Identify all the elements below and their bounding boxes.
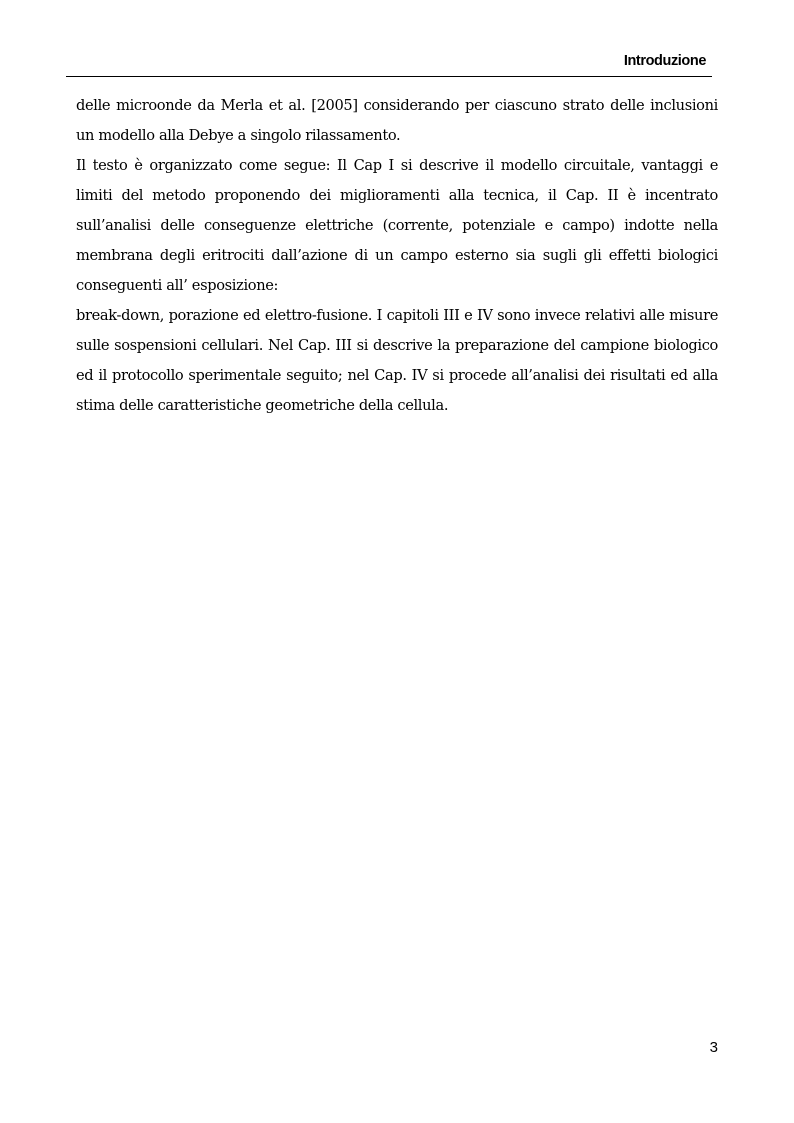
paragraph: delle microonde da Merla et al. [2005] considerando per ciascuno strato delle inclusioni un modello alla Debye a singolo rilassamento.	[76, 97, 718, 144]
body-text	[76, 91, 718, 421]
paragraph: Il testo è organizzato come segue: Il Cap I si descrive il modello circuitale, vantaggi e limiti del metodo proponendo dei miglioramenti alla tecnica, il Cap. II è incentrato sull’analisi delle conseguenze elettriche (corrente, potenziale e campo) indotte nella membrana degli eritrociti dall’azione di un campo esterno sia sugli gli effetti biologici conseguenti all’ esposizione:	[76, 157, 718, 294]
header-title: Introduzione	[623, 53, 706, 69]
paragraph: break-down, porazione ed elettro-fusione. I capitoli III e IV sono invece relativi alle misure sulle sospensioni cellulari. Nel Cap. III si descrive la preparazione del campione biologico ed il protocollo sperimentale seguito; nel Cap. IV si procede all’analisi dei risultati ed alla stima delle caratteristiche geometriche della cellula.	[76, 307, 718, 414]
running-header	[66, 50, 712, 77]
page-number: 3	[709, 1039, 718, 1056]
